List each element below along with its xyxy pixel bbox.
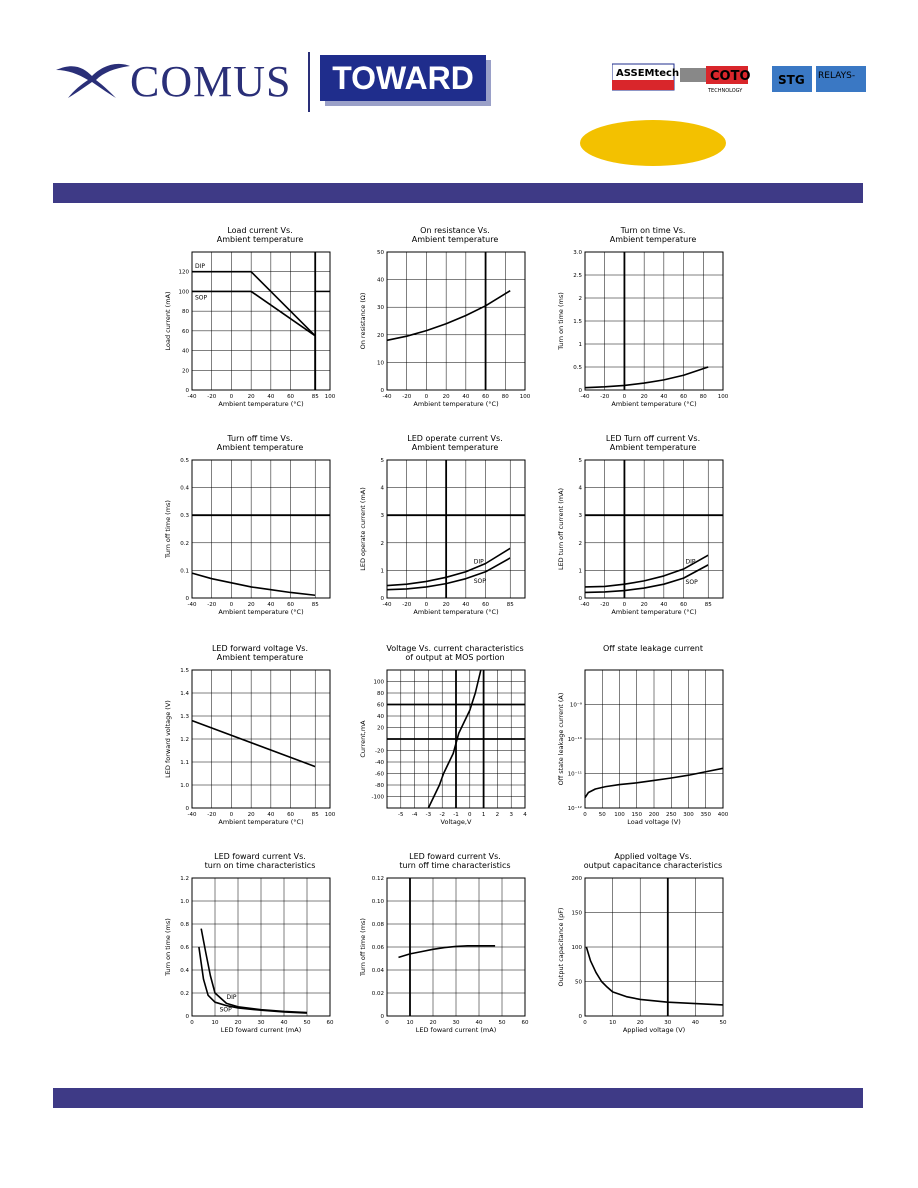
plot-frame xyxy=(387,460,525,598)
x-tick-label: 60 xyxy=(287,812,295,818)
x-tick-label: 100 xyxy=(614,812,625,818)
y-tick-label: 0 xyxy=(380,1014,384,1020)
x-tick-label: 20 xyxy=(640,602,648,608)
chart-subtitle: Ambient temperature xyxy=(216,443,304,452)
chart-title: LED foward current Vs. xyxy=(409,852,501,861)
y-tick-label: 0.08 xyxy=(371,922,384,928)
series-line-0 xyxy=(192,721,315,767)
chart-leakage-current xyxy=(553,642,753,852)
x-tick-label: 10 xyxy=(406,1020,414,1026)
series-line-0 xyxy=(399,946,496,958)
chart-title: Voltage Vs. current characteristics xyxy=(386,644,524,653)
x-tick-label: 20 xyxy=(636,1020,644,1026)
x-tick-label: 20 xyxy=(640,394,648,400)
chart-subtitle: Ambient temperature xyxy=(609,235,697,244)
x-tick-label: 30 xyxy=(664,1020,672,1026)
y-tick-label: 0.02 xyxy=(371,991,384,997)
x-tick-label: 85 xyxy=(311,602,319,608)
x-tick-label: 60 xyxy=(680,394,688,400)
chart-subtitle: turn off time characteristics xyxy=(399,861,511,870)
chart-subtitle: Ambient temperature xyxy=(609,443,697,452)
x-tick-label: 40 xyxy=(660,394,668,400)
top-bar xyxy=(53,183,863,203)
x-axis-label: Voltage,V xyxy=(440,818,472,826)
x-tick-label: 20 xyxy=(442,394,450,400)
y-tick-label: 0 xyxy=(185,1014,189,1020)
x-axis-label: Ambient temperature (°C) xyxy=(611,400,697,408)
y-tick-label: 1.1 xyxy=(180,760,189,766)
toward-logo xyxy=(320,55,486,101)
plot-frame xyxy=(192,460,330,598)
toward-logo-text: TOWARD xyxy=(332,60,474,96)
y-tick-label: 10 xyxy=(377,360,384,367)
x-tick-label: 100 xyxy=(717,394,729,400)
x-tick-label: 0 xyxy=(229,394,234,400)
y-tick-label: 120 xyxy=(178,269,189,276)
logo-divider xyxy=(308,52,310,112)
x-tick-label: -40 xyxy=(580,602,590,608)
plot-frame xyxy=(585,460,723,598)
x-tick-label: 60 xyxy=(287,602,295,608)
chart-title: On resistance Vs. xyxy=(420,226,490,235)
chart-subtitle: Ambient temperature xyxy=(411,443,499,452)
y-tick-label: 2.5 xyxy=(573,273,582,279)
y-tick-label: 10⁻¹² xyxy=(567,806,582,812)
chart-title: Load current Vs. xyxy=(227,226,293,235)
y-axis-label: Load current (mA) xyxy=(164,291,172,351)
x-tick-label: 60 xyxy=(521,1020,529,1026)
y-tick-label: 0.8 xyxy=(180,922,189,928)
y-tick-label: 1.5 xyxy=(180,668,189,674)
x-tick-label: 0 xyxy=(468,812,472,818)
chart-subtitle: turn on time characteristics xyxy=(204,861,316,870)
x-tick-label: 85 xyxy=(311,812,319,818)
y-tick-label: 1.0 xyxy=(180,783,189,789)
y-axis-label: Current,mA xyxy=(359,720,367,758)
y-tick-label: 0 xyxy=(185,806,189,812)
x-tick-label: 2 xyxy=(495,812,500,818)
chart-title: Off state leakage current xyxy=(602,644,704,653)
y-tick-label: 0.4 xyxy=(180,485,189,492)
series-line-dip xyxy=(201,929,307,1013)
x-tick-label: 20 xyxy=(247,812,255,818)
y-tick-label: 1.2 xyxy=(180,876,189,882)
x-tick-label: 40 xyxy=(267,394,275,400)
x-tick-label: 40 xyxy=(267,812,275,818)
y-axis-label: On resistance (Ω) xyxy=(359,292,367,350)
y-tick-label: 60 xyxy=(377,702,384,709)
y-tick-label: 4 xyxy=(578,485,582,492)
plot-frame xyxy=(387,252,525,390)
chart-title: LED operate current Vs. xyxy=(407,434,503,443)
chart-subtitle: Ambient temperature xyxy=(216,653,304,662)
x-axis-label: Ambient temperature (°C) xyxy=(218,608,304,616)
series-line-0 xyxy=(192,573,315,595)
x-tick-label: 0 xyxy=(622,394,627,400)
y-tick-label: 0.6 xyxy=(180,945,189,951)
y-tick-label: 200 xyxy=(571,876,582,882)
x-tick-label: 0 xyxy=(424,394,429,400)
x-tick-label: 80 xyxy=(501,394,509,400)
x-tick-label: -20 xyxy=(600,394,610,400)
x-tick-label: -5 xyxy=(398,812,404,818)
series-annotation: SOP xyxy=(194,294,208,302)
x-tick-label: -20 xyxy=(402,394,412,400)
svg-text:RELAYS-: RELAYS- xyxy=(818,71,856,81)
y-tick-label: -60 xyxy=(375,771,384,778)
y-tick-label: 100 xyxy=(178,289,189,296)
y-tick-label: 0.04 xyxy=(371,968,384,974)
x-axis-label: Ambient temperature (°C) xyxy=(218,400,304,408)
chart-turn-off-time xyxy=(160,432,360,642)
svg-text:COTO: COTO xyxy=(710,69,751,84)
x-tick-label: 400 xyxy=(717,812,729,818)
y-tick-label: 0 xyxy=(185,388,189,394)
y-tick-label: 40 xyxy=(377,277,384,284)
y-tick-label: 2 xyxy=(380,540,384,547)
y-tick-label: 80 xyxy=(377,691,384,697)
x-tick-label: -20 xyxy=(402,602,412,608)
chart-subtitle: Ambient temperature xyxy=(411,235,499,244)
y-tick-label: 5 xyxy=(578,458,582,464)
y-tick-label: 30 xyxy=(377,305,384,312)
svg-text:TECHNOLOGY: TECHNOLOGY xyxy=(708,88,743,94)
chart-led-operate-current xyxy=(355,432,555,642)
chart-subtitle: Ambient temperature xyxy=(216,235,304,244)
y-tick-label: 1 xyxy=(578,342,582,348)
x-tick-label: -20 xyxy=(207,812,217,818)
chart-led-forward-voltage xyxy=(160,642,360,852)
x-tick-label: 20 xyxy=(429,1020,437,1026)
x-tick-label: 50 xyxy=(598,812,606,818)
y-tick-label: 0 xyxy=(578,596,582,602)
y-tick-label: 2 xyxy=(578,296,582,302)
x-tick-label: 50 xyxy=(498,1020,506,1026)
x-tick-label: -40 xyxy=(187,394,197,400)
x-tick-label: 50 xyxy=(303,1020,311,1026)
y-tick-label: -100 xyxy=(371,794,384,801)
partner-logos xyxy=(612,62,868,96)
y-tick-label: 0 xyxy=(380,596,384,602)
x-tick-label: 200 xyxy=(648,812,660,818)
y-tick-label: 1.4 xyxy=(180,691,189,697)
highlight-badge xyxy=(580,120,726,166)
y-tick-label: 1.2 xyxy=(180,737,189,743)
y-tick-label: 1.5 xyxy=(573,319,582,325)
x-tick-label: 20 xyxy=(247,394,255,400)
y-tick-label: 80 xyxy=(182,309,189,316)
x-tick-label: -1 xyxy=(453,812,459,818)
x-tick-label: 100 xyxy=(519,394,531,400)
y-tick-label: 0.2 xyxy=(180,540,189,547)
x-tick-label: 40 xyxy=(462,394,470,400)
x-tick-label: -40 xyxy=(187,812,197,818)
y-axis-label: LED forward voltage (V) xyxy=(164,700,172,778)
x-tick-label: -20 xyxy=(207,602,217,608)
y-tick-label: 0.12 xyxy=(371,876,384,882)
x-axis-label: Ambient temperature (°C) xyxy=(413,400,499,408)
y-tick-label: 0 xyxy=(578,388,582,394)
y-tick-label: 0 xyxy=(185,596,189,602)
x-tick-label: -20 xyxy=(600,602,610,608)
x-tick-label: 250 xyxy=(666,812,677,818)
x-tick-label: 10 xyxy=(609,1020,617,1026)
series-line-0 xyxy=(585,367,708,388)
y-tick-label: 0 xyxy=(578,1014,582,1020)
y-tick-label: 40 xyxy=(182,348,189,355)
y-tick-label: 100 xyxy=(373,679,384,686)
y-tick-label: 0.06 xyxy=(371,945,384,951)
x-tick-label: -3 xyxy=(425,812,432,818)
x-tick-label: -40 xyxy=(580,394,590,400)
y-axis-label: Turn on time (ms) xyxy=(164,918,172,976)
x-tick-label: 20 xyxy=(247,602,255,608)
y-tick-label: 60 xyxy=(182,328,189,335)
y-tick-label: 10⁻¹⁰ xyxy=(567,737,582,743)
x-tick-label: 100 xyxy=(324,812,336,818)
series-annotation: SOP xyxy=(685,579,698,587)
x-axis-label: LED foward current (mA) xyxy=(220,1026,302,1034)
y-axis-label: Turn off time (ms) xyxy=(164,500,172,558)
y-tick-label: 3 xyxy=(578,513,582,520)
svg-text:STG: STG xyxy=(778,73,805,87)
x-tick-label: 40 xyxy=(660,602,668,608)
y-tick-label: 0.4 xyxy=(180,968,189,974)
y-tick-label: -20 xyxy=(375,748,384,755)
series-annotation: DIP xyxy=(226,993,237,1001)
x-tick-label: 0 xyxy=(190,1020,194,1026)
series-line-0 xyxy=(586,947,723,1005)
chart-mos-vi xyxy=(355,642,555,852)
y-tick-label: 1 xyxy=(578,568,582,575)
y-tick-label: 0.1 xyxy=(180,568,189,575)
y-tick-label: -80 xyxy=(375,783,384,789)
x-tick-label: -40 xyxy=(187,602,197,608)
x-tick-label: 3 xyxy=(509,812,513,818)
x-tick-label: -40 xyxy=(382,602,392,608)
y-tick-label: 4 xyxy=(380,485,384,492)
x-tick-label: 4 xyxy=(523,812,527,818)
x-tick-label: 40 xyxy=(475,1020,483,1026)
chart-output-capacitance xyxy=(553,850,753,1060)
x-tick-label: 20 xyxy=(442,602,450,608)
x-tick-label: 40 xyxy=(280,1020,288,1026)
x-tick-label: -20 xyxy=(207,394,217,400)
y-tick-label: 0.5 xyxy=(180,458,189,464)
x-tick-label: -2 xyxy=(439,812,445,818)
y-tick-label: 1.0 xyxy=(180,899,189,905)
x-tick-label: 60 xyxy=(482,394,490,400)
chart-title: LED forward voltage Vs. xyxy=(211,644,309,653)
x-axis-label: Applied voltage (V) xyxy=(622,1026,686,1034)
y-tick-label: 10⁻⁹ xyxy=(569,702,582,709)
x-tick-label: 0 xyxy=(583,1020,587,1026)
y-tick-label: -40 xyxy=(375,760,384,766)
y-tick-label: 0 xyxy=(380,388,384,394)
x-tick-label: 40 xyxy=(267,602,275,608)
x-tick-label: 60 xyxy=(326,1020,334,1026)
x-axis-label: LED foward current (mA) xyxy=(415,1026,497,1034)
x-axis-label: Load voltage (V) xyxy=(627,818,681,826)
x-tick-label: 60 xyxy=(287,394,295,400)
chart-turn-on-time xyxy=(553,224,753,434)
y-axis-label: Turn off time (ms) xyxy=(359,918,367,976)
x-tick-label: 0 xyxy=(385,1020,389,1026)
x-tick-label: 40 xyxy=(462,602,470,608)
chart-title: LED foward current Vs. xyxy=(214,852,306,861)
y-axis-label: LED operate current (mA) xyxy=(359,487,367,571)
chart-led-turn-off-current xyxy=(553,432,753,642)
y-axis-label: LED turn off current (mA) xyxy=(557,487,565,571)
plot-frame xyxy=(192,252,330,390)
x-tick-label: 0 xyxy=(583,812,587,818)
y-tick-label: 150 xyxy=(571,910,582,917)
y-tick-label: 20 xyxy=(377,725,384,732)
x-axis-label: Ambient temperature (°C) xyxy=(413,608,499,616)
y-tick-label: 50 xyxy=(575,979,582,986)
x-tick-label: 0 xyxy=(424,602,429,608)
x-tick-label: -40 xyxy=(382,394,392,400)
x-tick-label: 300 xyxy=(683,812,694,818)
x-tick-label: 100 xyxy=(324,394,336,400)
chart-title: LED Turn off current Vs. xyxy=(605,434,701,443)
x-tick-label: 80 xyxy=(699,394,707,400)
header xyxy=(0,0,918,200)
x-tick-label: 1 xyxy=(481,812,486,818)
chart-title: Turn off time Vs. xyxy=(227,434,293,443)
x-tick-label: 85 xyxy=(506,602,514,608)
series-line-dip xyxy=(387,548,510,585)
x-tick-label: 150 xyxy=(631,812,642,818)
x-tick-label: 0 xyxy=(229,812,234,818)
series-annotation: DIP xyxy=(473,558,484,566)
y-tick-label: 1 xyxy=(380,568,384,575)
x-tick-label: -4 xyxy=(411,812,418,818)
chart-subtitle: of output at MOS portion xyxy=(405,653,505,662)
y-axis-label: Output capacitance (pF) xyxy=(557,907,565,987)
x-tick-label: 20 xyxy=(234,1020,242,1026)
y-tick-label: 3 xyxy=(380,513,384,520)
x-tick-label: 60 xyxy=(482,602,490,608)
x-tick-label: 50 xyxy=(719,1020,727,1026)
y-axis-label: Turn on time (ms) xyxy=(557,292,565,350)
y-tick-label: 5 xyxy=(380,458,384,464)
x-tick-label: 30 xyxy=(257,1020,265,1026)
chart-on-resistance xyxy=(355,224,555,434)
chart-subtitle: output capacitance characteristics xyxy=(583,861,723,870)
y-tick-label: 0.2 xyxy=(180,991,189,997)
x-tick-label: 30 xyxy=(452,1020,460,1026)
y-tick-label: 1.3 xyxy=(180,714,189,720)
y-tick-label: 10⁻¹¹ xyxy=(567,771,582,778)
x-tick-label: 85 xyxy=(311,394,319,400)
y-tick-label: 20 xyxy=(182,368,189,375)
y-tick-label: 100 xyxy=(571,945,582,951)
series-line-sop xyxy=(192,291,315,390)
series-annotation: DIP xyxy=(685,558,696,566)
x-tick-label: 10 xyxy=(211,1020,219,1026)
y-tick-label: 3.0 xyxy=(573,250,582,256)
y-tick-label: 0.5 xyxy=(573,365,582,371)
x-axis-label: Ambient temperature (°C) xyxy=(218,818,304,826)
x-axis-label: Ambient temperature (°C) xyxy=(611,608,697,616)
y-axis-label: Off state leakage current (A) xyxy=(557,692,565,786)
chart-load-current xyxy=(160,224,360,434)
x-tick-label: 85 xyxy=(704,602,712,608)
series-annotation: DIP xyxy=(194,262,205,270)
x-tick-label: 0 xyxy=(229,602,234,608)
x-tick-label: 350 xyxy=(700,812,711,818)
y-tick-label: 40 xyxy=(377,714,384,720)
chart-title: Applied voltage Vs. xyxy=(614,852,692,861)
x-tick-label: 40 xyxy=(691,1020,699,1026)
comus-bird-icon xyxy=(54,58,132,100)
x-tick-label: 60 xyxy=(680,602,688,608)
y-tick-label: 20 xyxy=(377,332,384,339)
svg-text:ASSEMtech: ASSEMtech xyxy=(616,68,680,79)
comus-logo: COMUS xyxy=(130,57,292,106)
y-tick-label: 0.10 xyxy=(371,899,384,905)
y-tick-label: 50 xyxy=(377,250,384,256)
series-annotation: SOP xyxy=(219,1006,232,1014)
x-tick-label: 0 xyxy=(622,602,627,608)
chart-title: Turn on time Vs. xyxy=(620,226,686,235)
bottom-bar xyxy=(53,1088,863,1108)
chart-led-current-turn-on xyxy=(160,850,360,1060)
chart-led-current-turn-off xyxy=(355,850,555,1060)
series-annotation: SOP xyxy=(473,577,486,585)
y-tick-label: 2 xyxy=(578,540,582,547)
series-line-0 xyxy=(387,291,510,341)
y-tick-label: 0.3 xyxy=(180,513,189,520)
